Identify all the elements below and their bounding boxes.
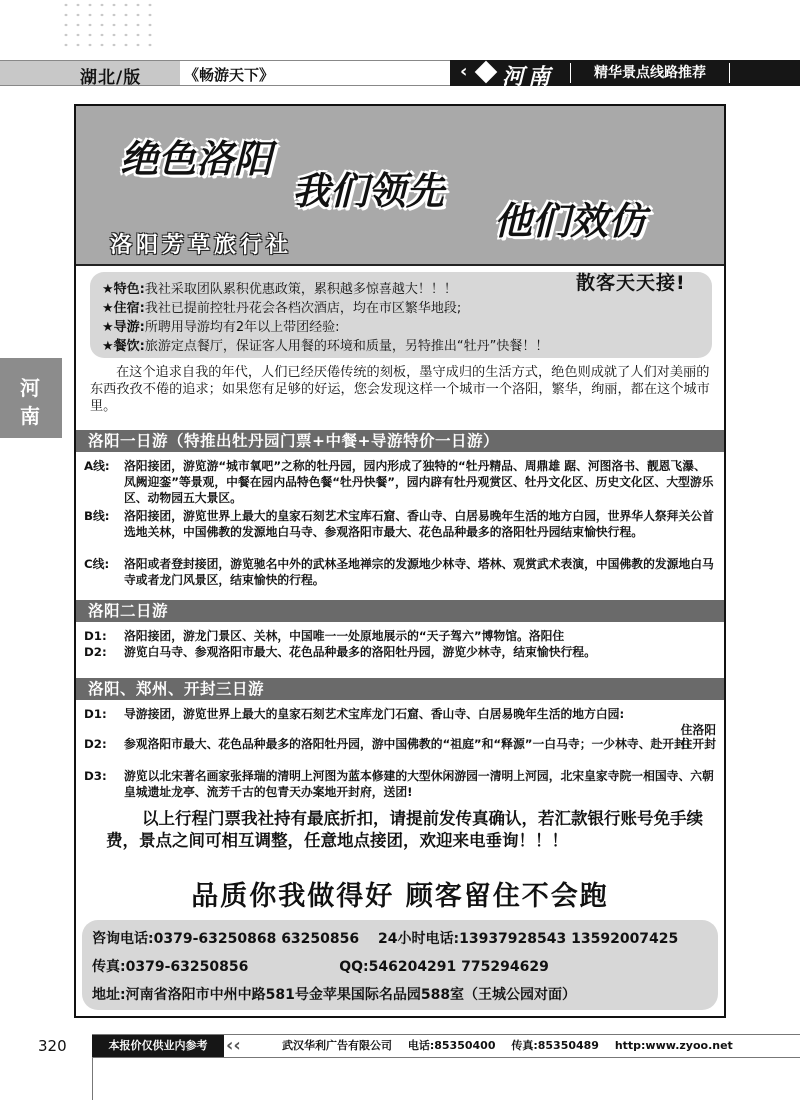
intro-paragraph: 在这个追求自我的年代，人们已经厌倦传统的刻板，墨守成归的生活方式，绝色则成就了人们对美丽的东西孜孜不倦的追求；如果您有足够的好运，您会发现这样一个城市一个洛阳，繁华，绚丽，都在这个城市里。 <box>90 365 710 414</box>
route-item: B线: 洛阳接团，游览世界上最大的皇家石刻艺术宝库石窟、香山寺、白居易晚年生活的地方白园，世界华人祭拜关公首选地关林，中国佛教的发源地白马寺、参观洛阳市最大、花色品种最多的洛阳牡丹园结束愉快行程。 <box>84 509 714 539</box>
hotline-number[interactable]: 13937928543 13592007425 <box>459 931 679 947</box>
page-number: 320 <box>38 1037 67 1055</box>
offer-paragraph: 以上行程门票我社持有最底折扣，请提前发传真确认，若汇款银行账号免手续费，景点之间可相互调整，任意地点接团，欢迎来电垂询！！！ <box>106 809 703 850</box>
header-magazine-block <box>180 60 450 86</box>
section-title-threeday: 洛阳、郑州、开封三日游 <box>76 678 724 700</box>
footer-tel: 85350400 <box>434 1039 496 1052</box>
side-tab-char-1: 河 <box>20 376 40 400</box>
section-title-oneday: 洛阳一日游（特推出牡丹园门票+中餐+导游特价一日游） <box>76 430 724 452</box>
fax-number: 0379-63250856 <box>125 959 249 975</box>
page-header <box>0 60 800 90</box>
feature-item: ★住宿:我社已提前控牡丹花会各档次酒店，均在市区繁华地段; <box>102 301 462 316</box>
footer-rule <box>92 1058 93 1100</box>
contact-box <box>82 920 718 1010</box>
slogan-3: 他们效仿 <box>494 199 647 243</box>
double-chevron-icon: ‹‹ <box>226 1035 241 1056</box>
feature-item: ★餐饮:旅游定点餐厅，保证客人用餐的环境和质量，另特推出“牡丹”快餐！！ <box>102 339 549 354</box>
feature-item: ★特色:我社采取团队累积优惠政策，累积越多惊喜越大！！！ <box>102 282 457 297</box>
feature-item: ★导游:所聘用导游均有2年以上带团经验: <box>102 320 340 335</box>
footer-company: 武汉华利广告有限公司 <box>282 1039 392 1052</box>
slogan-2: 我们领先 <box>292 169 445 213</box>
motto: 品质你我做得好 顾客留住不会跑 <box>191 881 609 912</box>
footer-note: 本报价仅供业内参考 <box>92 1035 224 1057</box>
ad-banner <box>76 106 724 266</box>
header-province-block <box>450 60 800 90</box>
address-row: 地址:河南省洛阳市中州中路581号金苹果国际名品园588室（王城公园对面） <box>92 987 577 1003</box>
side-province-tab <box>0 358 62 438</box>
footer-website-link[interactable]: http:www.zyoo.net <box>614 1039 733 1052</box>
route-item: D1: 导游接团，游览世界上最大的皇家石刻艺术宝库龙门石窟、香山寺、白居易晚年生活的地方白园: 住洛阳 <box>84 707 716 737</box>
route-item: C线: 洛阳或者登封接团，游览驰名中外的武林圣地禅宗的发源地少林寺、塔林、观赏武术表演，中国佛教的发源地白马寺或者龙门风景区，结束愉快的行程。 <box>84 557 714 587</box>
route-item: D3: 游览以北宋著名画家张择瑞的清明上河图为蓝本修建的大型休闲游园一清明上河园，北宋皇家寺院一相国寺、六朝皇城遗址龙亭、流芳千古的包青天办案地开封府，送团! <box>84 769 714 799</box>
route-item: A线: 洛阳接团，游览游“城市氧吧”之称的牡丹园，园内形成了独特的“牡丹精品、周鼎雄 踞、河图洛书、靓恩飞瀑、凤阙迎銮”等景观，中餐在园内品特色餐“牡丹快餐”，园内辟有牡丹观赏区、牡丹文化区、历史文化区、大型游乐区、动物园五大景区。 <box>84 459 714 505</box>
qq-number: 546204291 775294629 <box>368 959 549 975</box>
footer-info: 武汉华利广告有限公司 电话:85350400 传真:85350489 http:www.zyoo.net <box>282 1039 733 1052</box>
phone-row: 咨询电话:0379-63250868 63250856 24小时电话:13937928543 13592007425 <box>92 931 679 947</box>
recommend-label: 精华景点线路推荐 <box>570 63 730 83</box>
walkin-badge: 散客天天接! <box>576 272 686 294</box>
side-tab-char-2: 南 <box>20 404 40 428</box>
magazine-title: 《畅游天下》 <box>184 66 275 84</box>
section-title-twoday: 洛阳二日游 <box>76 600 724 622</box>
route-item: D1: 洛阳接团，游龙门景区、关林，中国唯一一处原地展示的“天子驾六”博物馆。洛阳住 <box>84 629 565 643</box>
header-region-block <box>0 60 180 86</box>
province-title: 河南 <box>502 64 555 90</box>
dot-texture <box>60 0 160 52</box>
region-label: 湖北/版 <box>80 68 142 88</box>
address-text: 河南省洛阳市中州中路581号金苹果国际名品园588室（王城公园对面） <box>125 987 577 1003</box>
phone-number[interactable]: 0379-63250868 63250856 <box>153 931 360 947</box>
footer-fax: 85350489 <box>537 1039 599 1052</box>
route-item: D2: 参观洛阳市最大、花色品种最多的洛阳牡丹园，游中国佛教的“祖庭”和“释源”一白马寺；一少林寺、赴开封: 住开封 <box>84 737 716 751</box>
slogan-1: 绝色洛阳 <box>120 137 273 181</box>
footer-bar <box>92 1034 800 1058</box>
chevron-left-icon: ‹ <box>460 61 468 82</box>
agency-name: 洛阳芳草旅行社 <box>110 233 293 258</box>
fax-row: 传真:0379-63250856 QQ:546204291 775294629 <box>92 959 549 975</box>
advertisement-frame <box>74 104 726 1018</box>
diamond-icon <box>475 61 498 84</box>
route-item: D2: 游览白马寺、参观洛阳市最大、花色品种最多的洛阳牡丹园，游览少林寺，结束愉快行程。 <box>84 645 596 659</box>
